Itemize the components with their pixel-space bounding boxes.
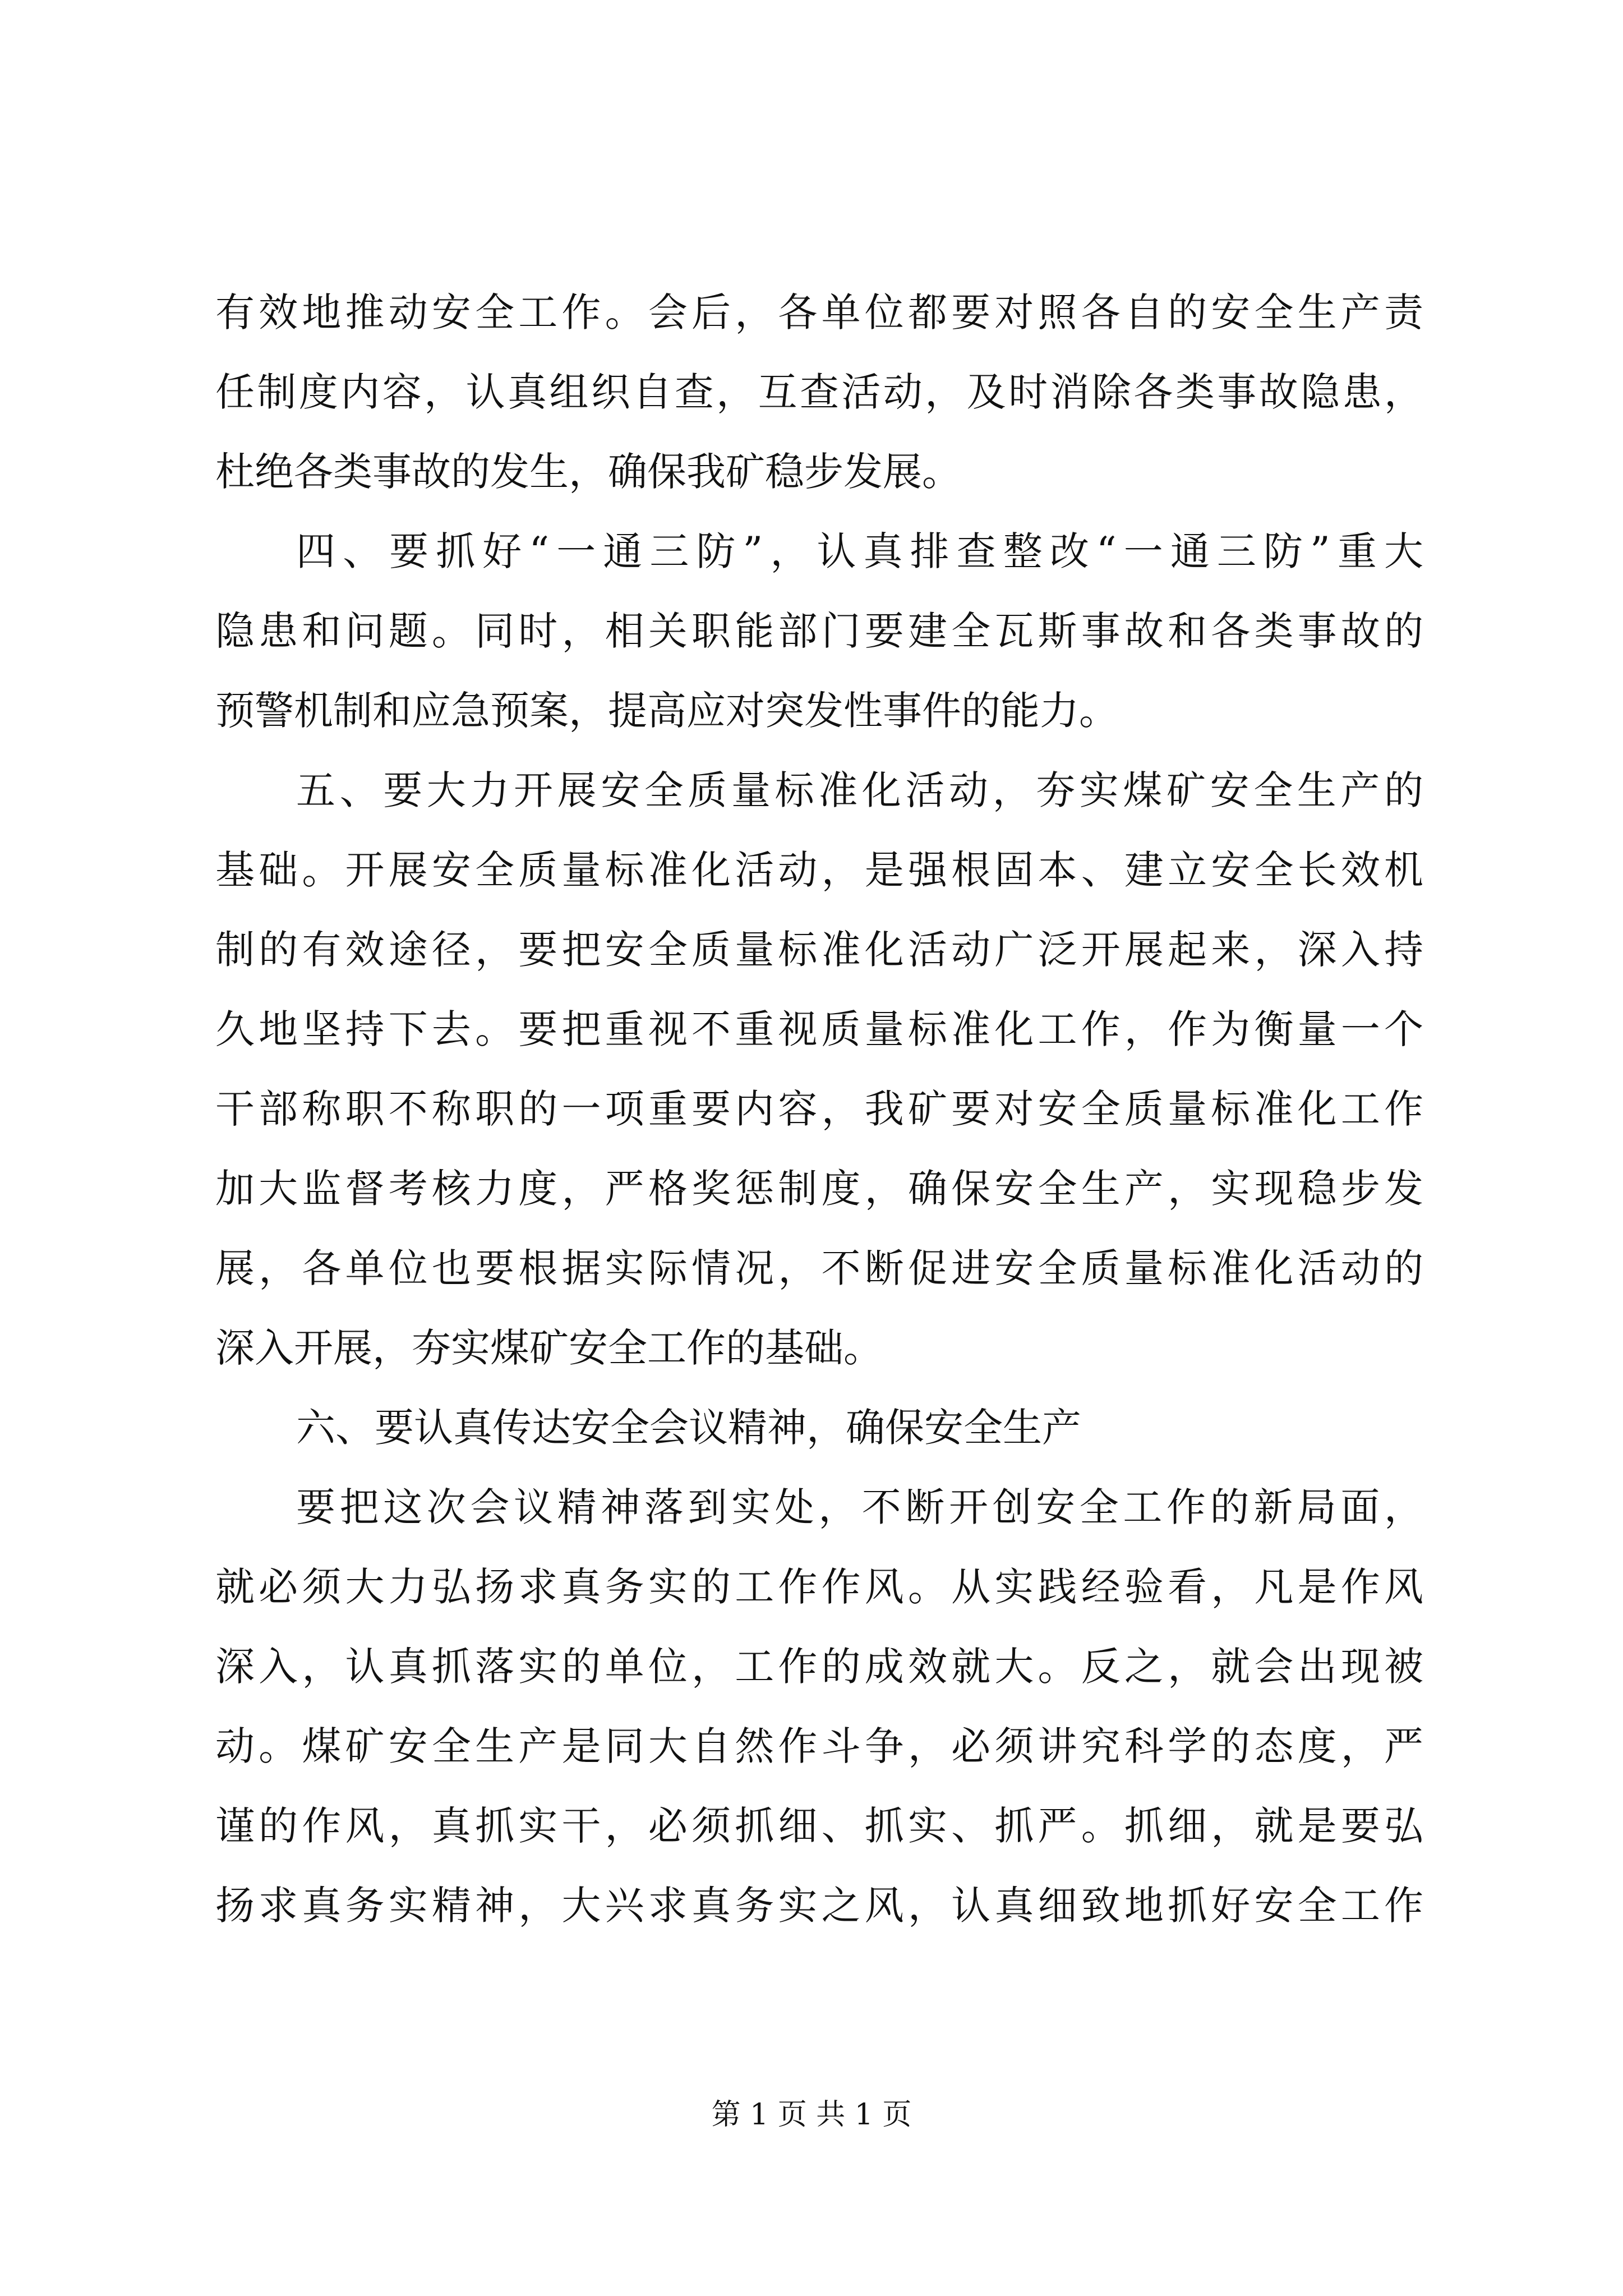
text-line: 制的有效途径，要把安全质量标准化活动广泛开展起来，深入持 [215, 927, 1423, 973]
text-line: 加大监督考核力度，严格奖惩制度，确保安全生产，实现稳步发 [215, 1166, 1423, 1212]
text-line: 展，各单位也要根据实际情况，不断促进安全质量标准化活动的 [215, 1245, 1423, 1291]
text-line: 杜绝各类事故的发生，确保我矿稳步发展。 [215, 449, 961, 495]
page-footer: 第 1 页 共 1 页 [711, 2098, 912, 2132]
document-body [215, 273, 1423, 1945]
text-line: 预警机制和应急预案，提高应对突发性事件的能力。 [215, 688, 1118, 734]
paragraph-start: 要把这次会议精神落到实处，不断开创安全工作的新局面， [296, 1484, 1423, 1530]
text-line: 任制度内容，认真组织自查，互查活动，及时消除各类事故隐患， [215, 369, 1423, 415]
text-line: 就必须大力弘扬求真务实的工作作风。从实践经验看，凡是作风 [215, 1564, 1423, 1610]
text-line: 干部称职不称职的一项重要内容，我矿要对安全质量标准化工作 [215, 1086, 1423, 1132]
paragraph-heading-5: 五、要大力开展安全质量标准化活动，夯实煤矿安全生产的 [296, 767, 1423, 813]
text-line: 深入，认真抓落实的单位，工作的成效就大。反之，就会出现被 [215, 1644, 1423, 1690]
paragraph-heading-4: 四、要抓好“一通三防”，认真排查整改“一通三防”重大 [296, 528, 1423, 574]
text-line: 动。煤矿安全生产是同大自然作斗争，必须讲究科学的态度，严 [215, 1723, 1423, 1769]
text-line: 久地坚持下去。要把重视不重视质量标准化工作，作为衡量一个 [215, 1006, 1423, 1052]
text-line: 谨的作风，真抓实干，必须抓细、抓实、抓严。抓细，就是要弘 [215, 1803, 1423, 1849]
text-line: 隐患和问题。同时，相关职能部门要建全瓦斯事故和各类事故的 [215, 608, 1423, 654]
text-line: 基础。开展安全质量标准化活动，是强根固本、建立安全长效机 [215, 847, 1423, 893]
text-line: 深入开展，夯实煤矿安全工作的基础。 [215, 1325, 883, 1371]
section-heading-6: 六、要认真传达安全会议精神，确保安全生产 [296, 1405, 1081, 1451]
text-line: 有效地推动安全工作。会后，各单位都要对照各自的安全生产责 [215, 289, 1423, 335]
text-line: 扬求真务实精神，大兴求真务实之风，认真细致地抓好安全工作 [215, 1883, 1423, 1929]
